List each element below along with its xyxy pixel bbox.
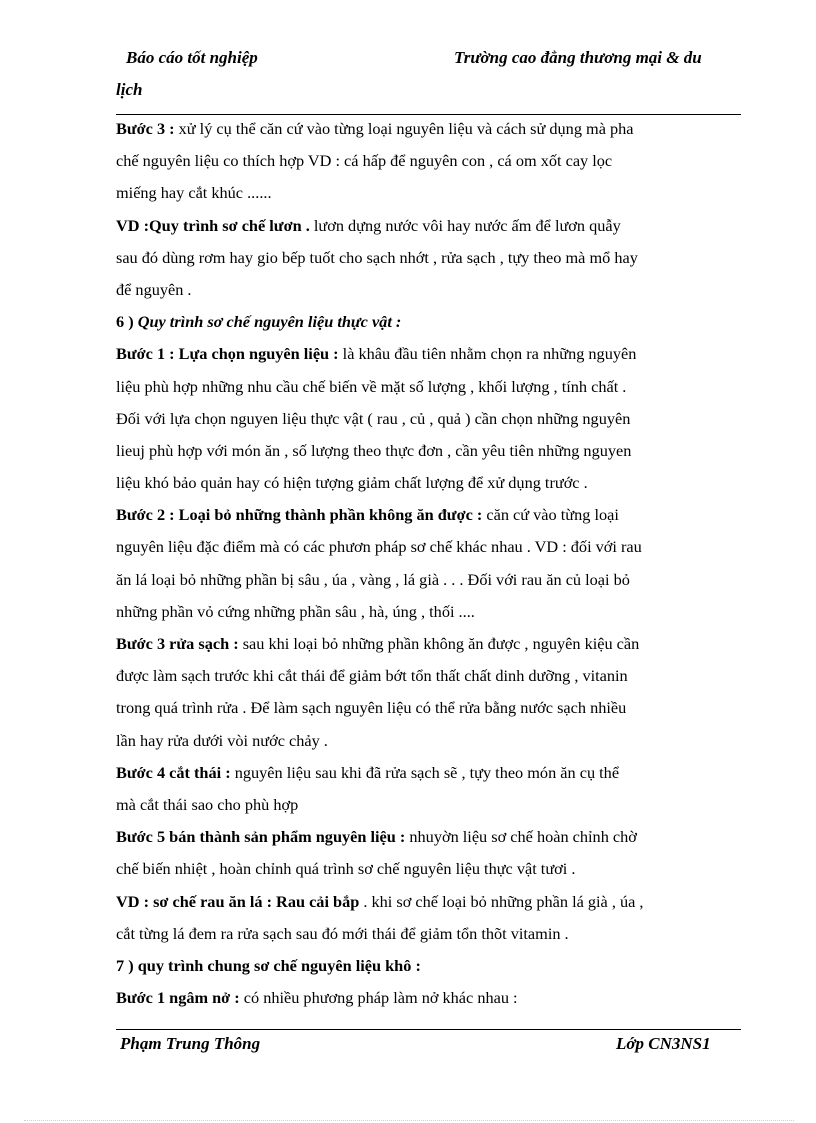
page-edge-divider <box>24 1120 794 1121</box>
paragraph-line <box>116 886 744 918</box>
step-text: nhuyờn liệu sơ chế hoàn chỉnh chờ <box>405 827 637 847</box>
paragraph-line: cắt từng lá đem ra rửa sạch sau đó mới thái để giảm tổn thõt vitamin . <box>116 923 569 943</box>
example-label: VD :Quy trình sơ chế lươn . <box>116 215 310 235</box>
example-text: lươn dựng nước vôi hay nước ấm để lươn quẫy <box>309 215 621 235</box>
step-text: xử lý cụ thể căn cứ vào từng loại nguyên liệu và cách sử dụng mà pha <box>174 119 634 138</box>
example-label: VD : sơ chế rau ăn lá : Rau cải bắp <box>116 891 360 911</box>
paragraph-line: trong quá trình rửa . Để làm sạch nguyên liệu có thể rửa bằng nước sạch nhiều <box>116 698 627 718</box>
paragraph-line: nguyên liệu đặc điểm mà có các phươn pháp sơ chế khác nhau . VD : đối với rau <box>116 537 642 557</box>
paragraph-line <box>116 757 744 789</box>
step-label: Bước 4 cắt thái : <box>116 762 231 782</box>
paragraph-line: lần hay rửa dưới vòi nước chảy . <box>116 730 328 750</box>
paragraph-line: liệu phù hợp những nhu cầu chế biến về mặt số lượng , khối lượng , tính chất . <box>116 376 627 396</box>
paragraph-line: lieuj phù hợp với món ăn , số lượng theo thực đơn , cần yêu tiên những nguyen <box>116 440 632 460</box>
section-number: 6 ) <box>116 312 138 332</box>
paragraph-line <box>116 338 744 370</box>
paragraph-line: để nguyên . <box>116 279 192 299</box>
step-label: Bước 3 rửa sạch : <box>116 634 239 653</box>
step-label: Bước 1 ngâm nở : <box>116 988 240 1008</box>
paragraph-line <box>116 113 744 145</box>
paragraph-line <box>116 821 744 853</box>
section-heading: 7 ) quy trình chung sơ chế nguyên liệu khô : <box>116 955 421 975</box>
step-label: Bước 5 bán thành sản phẩm nguyên liệu : <box>116 827 406 847</box>
example-text: . khi sơ chế loại bỏ những phần lá già , úa , <box>359 891 644 911</box>
footer-divider <box>116 1029 741 1030</box>
footer-class: Lớp CN3NS1 <box>616 1034 711 1053</box>
step-text: có nhiều phương pháp làm nở khác nhau : <box>239 988 518 1008</box>
footer-author: Phạm Trung Thông <box>120 1034 261 1053</box>
paragraph-line <box>116 628 744 660</box>
step-text: sau khi loại bỏ những phần không ăn được , nguyên kiệu cần <box>238 634 640 653</box>
paragraph-line: miếng hay cắt khúc ...... <box>116 183 272 203</box>
paragraph-line: Đối với lựa chọn nguyen liệu thực vật ( rau , củ , quả ) cần chọn những nguyên <box>116 408 631 428</box>
paragraph-line <box>116 499 744 531</box>
paragraph-line: được làm sạch trước khi cắt thái để giảm bớt tổn thất chất dinh dưỡng , vitanin <box>116 666 628 686</box>
step-text: nguyên liệu sau khi đã rửa sạch sẽ , tựy theo món ăn cụ thể <box>230 762 620 782</box>
paragraph-line: những phần vỏ cứng những phần sâu , hà, úng , thối .... <box>116 601 475 621</box>
header-school-name: Trường cao đẳng thương mại & du <box>454 48 702 67</box>
step-text: là khâu đầu tiên nhằm chọn ra những nguyên <box>338 344 637 364</box>
paragraph-line: ăn lá loại bỏ những phần bị sâu , úa , vàng , lá già . . . Đối với rau ăn củ loại bỏ <box>116 569 630 589</box>
page-body <box>116 113 744 1014</box>
step-label: Bước 3 : <box>116 119 175 138</box>
paragraph-line: chế biến nhiệt , hoàn chỉnh quá trình sơ chế nguyên liệu thực vật tươi . <box>116 859 576 879</box>
paragraph-line: mà cắt thái sao cho phù hợp <box>116 794 299 814</box>
section-title: Quy trình sơ chế nguyên liệu thực vật : <box>137 312 402 332</box>
step-text: căn cứ vào từng loại <box>482 505 619 525</box>
header-report-title: Báo cáo tốt nghiệp <box>126 48 258 67</box>
paragraph-line: chế nguyên liệu co thích hợp VD : cá hấp để nguyên con , cá om xốt cay lọc <box>116 151 613 171</box>
paragraph-line <box>116 982 744 1014</box>
step-label: Bước 1 : Lựa chọn nguyên liệu : <box>116 344 339 364</box>
paragraph-line <box>116 210 744 242</box>
section-heading <box>116 306 744 338</box>
paragraph-line: liệu khó bảo quản hay có hiện tượng giảm chất lượng để xử dụng trước . <box>116 473 588 493</box>
header-school-name-continued: lịch <box>116 80 143 99</box>
step-label: Bước 2 : Loại bỏ những thành phần không ăn được : <box>116 505 483 525</box>
paragraph-line: sau đó dùng rơm hay gio bếp tuốt cho sạch nhớt , rửa sạch , tựy theo mà mổ hay <box>116 247 638 267</box>
